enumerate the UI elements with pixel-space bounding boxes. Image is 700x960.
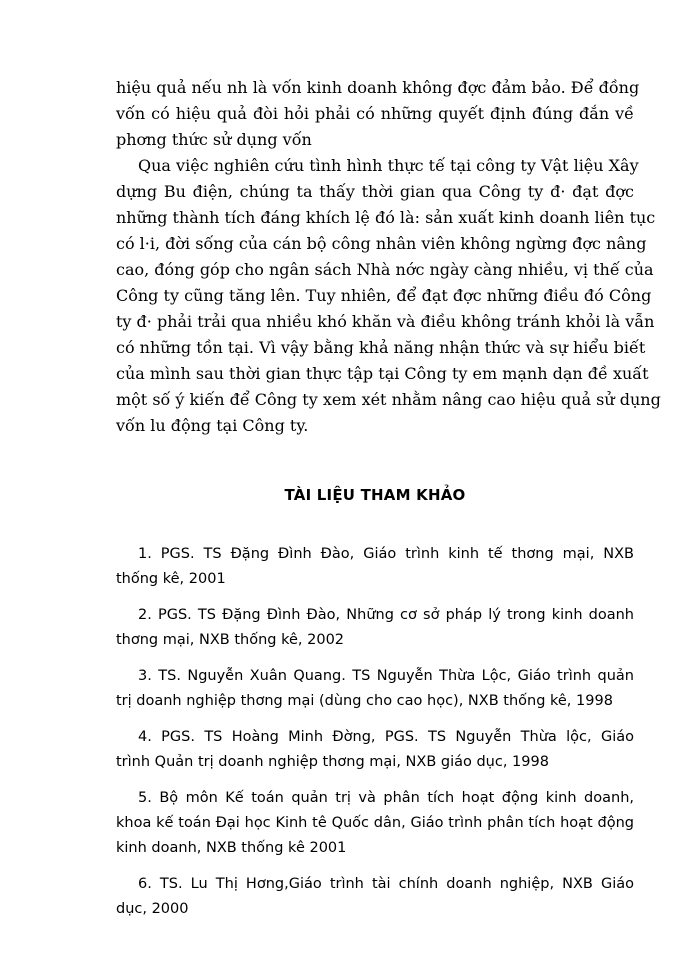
reference-line: 1. PGS. TS Đặng Đình Đào, Giáo trình kinh tế thơng mại, NXB: [138, 546, 634, 562]
reference-line: 4. PGS. TS Hoàng Minh Đờng, PGS. TS Nguyễn Thừa lộc, Giáo: [138, 729, 634, 745]
reference-line: 6. TS. Lu Thị Hơng,Giáo trình tài chính doanh nghiệp, NXB Giáo: [138, 876, 634, 892]
reference-line: 3. TS. Nguyễn Xuân Quang. TS Nguyễn Thừa Lộc, Giáo trình quản: [138, 668, 634, 684]
reference-item: [116, 664, 634, 714]
reference-line: thống kê, 2001: [116, 571, 226, 587]
conclusion-paragraph-2: [116, 153, 661, 439]
paragraph-line: cao, đóng góp cho ngân sách Nhà nớc ngày càng nhiều, vị thế của: [116, 260, 654, 279]
paragraph-line: phơng thức sử dụng vốn: [116, 130, 312, 149]
reference-line: khoa kế toán Đại học Kinh tê Quốc dân, Giáo trình phân tích hoạt động: [116, 815, 634, 831]
references-list: [116, 542, 634, 933]
reference-line: trình Quản trị doanh nghiệp thơng mại, NXB giáo dục, 1998: [116, 754, 549, 770]
conclusion-paragraph-1: [116, 75, 640, 153]
paragraph-line: của mình sau thời gian thực tập tại Công ty em mạnh dạn đề xuất: [116, 364, 649, 383]
paragraph-line: vốn lu động tại Công ty.: [116, 416, 309, 435]
reference-item: [116, 603, 634, 653]
reference-line: 5. Bộ môn Kế toán quản trị và phân tích hoạt động kinh doanh,: [138, 790, 634, 806]
paragraph-line: những thành tích đáng khích lệ đó là: sản xuất kinh doanh liên tục: [116, 208, 656, 227]
paragraph-line: có những tồn tại. Vì vậy bằng khả năng nhận thức và sự hiểu biết: [116, 338, 646, 357]
paragraph-line: một số ý kiến để Công ty xem xét nhằm nâng cao hiệu quả sử dụng: [116, 390, 661, 409]
reference-item: [116, 872, 634, 922]
reference-item: [116, 786, 634, 861]
paragraph-line: hiệu quả nếu nh là vốn kinh doanh không đợc đảm bảo. Để đồng: [116, 78, 640, 97]
paragraph-line: ty đ· phải trải qua nhiều khó khăn và điều không tránh khỏi là vẫn: [116, 312, 655, 331]
reference-item: [116, 542, 634, 592]
paragraph-line: có l·i, đời sống của cán bộ công nhân viên không ngừng đợc nâng: [116, 234, 647, 253]
paragraph-line: Công ty cũng tăng lên. Tuy nhiên, để đạt đợc những điều đó Công: [116, 286, 652, 305]
paragraph-line: dựng Bu điện, chúng ta thấy thời gian qua Công ty đ· đạt đợc: [116, 182, 634, 201]
reference-line: kinh doanh, NXB thống kê 2001: [116, 840, 347, 856]
reference-line: thơng mại, NXB thống kê, 2002: [116, 632, 345, 648]
reference-item: [116, 725, 634, 775]
paragraph-line: Qua việc nghiên cứu tình hình thực tế tại công ty Vật liệu Xây: [138, 156, 639, 175]
paragraph-line: vốn có hiệu quả đòi hỏi phải có những quyết định đúng đắn về: [116, 104, 634, 123]
reference-line: trị doanh nghiệp thơng mại (dùng cho cao học), NXB thống kê, 1998: [116, 693, 613, 709]
references-heading: TÀI LIỆU THAM KHẢO: [284, 486, 466, 504]
reference-line: dục, 2000: [116, 901, 189, 917]
reference-line: 2. PGS. TS Đặng Đình Đào, Những cơ sở pháp lý trong kinh doanh: [138, 607, 634, 623]
